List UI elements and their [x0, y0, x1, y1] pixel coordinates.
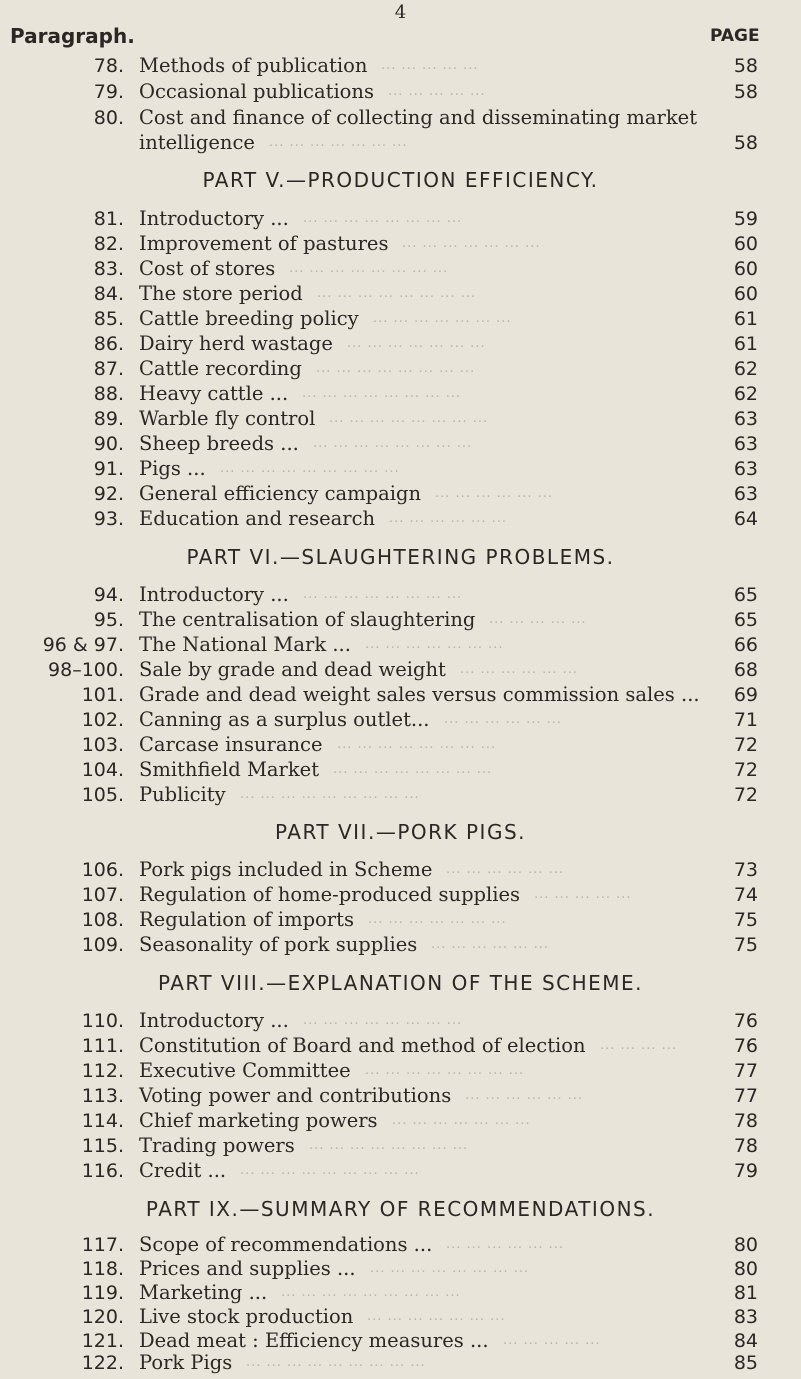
leader-dots: ... ... ... ... ... ... ... ... ... [240, 1163, 420, 1178]
paragraph-number: 88. [93, 383, 124, 405]
toc-entry [0, 607, 801, 633]
toc-entry [0, 907, 801, 933]
paragraph-number: 85. [93, 308, 124, 330]
paragraph-number: 81. [93, 208, 124, 230]
entry-title: Heavy cattle ... [139, 382, 289, 405]
toc-entry [0, 53, 801, 79]
toc-entry [0, 281, 801, 307]
leader-dots: ... ... ... ... ... ... ... ... ... [220, 461, 400, 476]
leader-dots: ... ... ... ... ... ... [446, 862, 565, 877]
paragraph-number: 117. [81, 1234, 124, 1256]
leader-dots: ... ... ... ... ... ... [460, 662, 579, 677]
paragraph-number: 119. [81, 1282, 124, 1304]
paragraph-number: 105. [81, 784, 124, 806]
toc-entry [0, 1108, 801, 1134]
leader-dots: ... ... ... ... ... ... ... [392, 1113, 531, 1128]
entry-title: Publicity [139, 783, 226, 806]
leader-dots: ... ... ... ... ... ... [435, 486, 554, 501]
paragraph-number: 111. [81, 1035, 124, 1057]
toc-entry [0, 506, 801, 532]
page-ref: 75 [733, 909, 758, 931]
paragraph-number: 78. [93, 55, 124, 77]
leader-dots: ... ... ... ... ... ... [444, 712, 563, 727]
paragraph-number: 95. [93, 609, 124, 631]
leader-dots: ... ... ... ... ... ... [389, 511, 508, 526]
entry-title: Cost of stores [139, 257, 276, 280]
entry-title: Pork Pigs [139, 1351, 233, 1374]
leader-dots: ... ... ... ... ... ... ... [365, 637, 504, 652]
paragraph-number: 102. [81, 709, 124, 731]
page-ref: 63 [733, 483, 758, 505]
entry-title: Methods of publication [139, 54, 368, 77]
page-ref: 73 [733, 859, 758, 881]
toc-entry [0, 1133, 801, 1159]
leader-dots: ... ... ... ... ... [388, 84, 486, 99]
page-ref: 83 [733, 1306, 758, 1328]
entry-title: Warble fly control [139, 407, 316, 430]
toc-entry [0, 1158, 801, 1184]
leader-dots: ... ... ... ... ... ... [465, 1088, 584, 1103]
toc-entry [0, 1033, 801, 1059]
entry-title: The centralisation of slaughtering [139, 608, 476, 631]
paragraph-number: 101. [81, 684, 124, 706]
entry-title: Dead meat : Efficiency measures ... [139, 1329, 489, 1352]
leader-dots: ... ... ... ... ... ... ... ... [289, 261, 449, 276]
entry-title: Credit ... [139, 1159, 227, 1182]
toc-entry [0, 882, 801, 908]
page-ref: 61 [733, 308, 758, 330]
page-ref: 78 [733, 1110, 758, 1132]
paragraph-number: 118. [81, 1258, 124, 1280]
entry-title: Seasonality of pork supplies [139, 933, 418, 956]
entry-title: Voting power and contributions [139, 1084, 452, 1107]
page-ref: 65 [733, 584, 758, 606]
page-ref: 61 [733, 333, 758, 355]
entry-title: The store period [139, 282, 303, 305]
toc-entry [0, 456, 801, 482]
toc-entry [0, 657, 801, 683]
part-heading: PART IX.—SUMMARY OF RECOMMENDATIONS. [145, 1197, 656, 1221]
page-ref: 65 [733, 609, 758, 631]
toc-entry [0, 105, 801, 131]
paragraph-number: 114. [81, 1110, 124, 1132]
paragraph-number: 82. [93, 233, 124, 255]
toc-entry [0, 1083, 801, 1109]
paragraph-number: 108. [81, 909, 124, 931]
entry-title: Executive Committee [139, 1059, 351, 1082]
page-ref: 72 [733, 734, 758, 756]
page-ref: 85 [733, 1352, 758, 1374]
leader-dots: ... ... ... ... ... ... ... ... [365, 1063, 525, 1078]
leader-dots: ... ... ... ... ... ... ... ... [302, 386, 462, 401]
entry-title: Prices and supplies ... [139, 1257, 356, 1280]
page-ref: 59 [733, 208, 758, 230]
part-heading: PART VI.—SLAUGHTERING PROBLEMS. [186, 545, 615, 569]
toc-entry [0, 1280, 801, 1306]
part-heading: PART VII.—PORK PIGS. [275, 820, 526, 844]
page-ref: 80 [733, 1258, 758, 1280]
leader-dots: ... ... ... ... ... ... ... [269, 135, 408, 150]
leader-dots: ... ... ... ... ... [503, 1333, 601, 1348]
page-ref: 81 [733, 1282, 758, 1304]
entry-title: Live stock production [139, 1305, 354, 1328]
entry-title: Carcase insurance [139, 733, 323, 756]
paragraph-number: 120. [81, 1306, 124, 1328]
leader-dots: ... ... ... ... ... ... ... [368, 912, 507, 927]
entry-title: Pork pigs included in Scheme [139, 858, 433, 881]
part-heading: PART V.—PRODUCTION EFFICIENCY. [202, 168, 599, 192]
paragraph-number: 104. [81, 759, 124, 781]
page-ref: 63 [733, 408, 758, 430]
page-ref: 63 [733, 458, 758, 480]
paragraph-number: 106. [81, 859, 124, 881]
leader-dots: ... ... ... ... ... ... ... ... [309, 1138, 469, 1153]
entry-title: Dairy herd wastage [139, 332, 333, 355]
toc-entry [0, 79, 801, 105]
leader-dots: ... ... ... ... ... ... ... [373, 311, 512, 326]
toc-entry [0, 231, 801, 257]
entry-title: Regulation of imports [139, 908, 354, 931]
page-ref: 71 [733, 709, 758, 731]
paragraph-number: 79. [93, 81, 124, 103]
entry-title: intelligence [139, 131, 255, 154]
toc-entry [0, 331, 801, 357]
entry-title: Constitution of Board and method of election [139, 1034, 586, 1057]
page-ref: 58 [733, 132, 758, 154]
entry-title: Sale by grade and dead weight [139, 658, 446, 681]
leader-dots: ... ... ... ... ... ... [431, 937, 550, 952]
leader-dots: ... ... ... ... ... ... ... ... [303, 211, 463, 226]
toc-entry [0, 632, 801, 658]
paragraph-number: 90. [93, 433, 124, 455]
leader-dots: ... ... ... ... [600, 1038, 677, 1053]
entry-title: Sheep breeds ... [139, 432, 299, 455]
leader-dots: ... ... ... ... ... [489, 612, 587, 627]
page-ref: 80 [733, 1234, 758, 1256]
page-column-header: PAGE [710, 26, 760, 46]
paragraph-number: 96 & 97. [42, 634, 124, 656]
paragraph-number: 109. [81, 934, 124, 956]
paragraph-number: 116. [81, 1160, 124, 1182]
leader-dots: ... ... ... ... ... ... ... ... [370, 1261, 530, 1276]
entry-title: Introductory ... [139, 583, 289, 606]
paragraph-number: 87. [93, 358, 124, 380]
paragraph-number: 103. [81, 734, 124, 756]
toc-entry [0, 1232, 801, 1258]
entry-title: Grade and dead weight sales versus commission sales ... [139, 683, 700, 706]
leader-dots: ... ... ... ... ... ... ... ... [329, 411, 489, 426]
toc-entry [0, 431, 801, 457]
leader-dots: ... ... ... ... ... ... ... ... [317, 286, 477, 301]
leader-dots: ... ... ... ... ... ... ... [347, 336, 486, 351]
entry-title: Occasional publications [139, 80, 374, 103]
entry-title: Trading powers [139, 1134, 295, 1157]
page-ref: 72 [733, 784, 758, 806]
toc-entry [0, 582, 801, 608]
leader-dots: ... ... ... ... ... ... [446, 1237, 565, 1252]
entry-title: Improvement of pastures [139, 232, 389, 255]
leader-dots: ... ... ... ... ... ... ... ... [316, 361, 476, 376]
paragraph-number: 93. [93, 508, 124, 530]
toc-entry [0, 732, 801, 758]
page-ref: 60 [733, 233, 758, 255]
toc-entry [0, 757, 801, 783]
entry-title: Smithfield Market [139, 758, 320, 781]
page-ref: 74 [733, 884, 758, 906]
entry-title: General efficiency campaign [139, 482, 422, 505]
paragraph-number: 110. [81, 1010, 124, 1032]
page-ref: 60 [733, 283, 758, 305]
paragraph-column-header: Paragraph. [10, 24, 135, 48]
page-ref: 62 [733, 383, 758, 405]
entry-title: Canning as a surplus outlet... [139, 708, 430, 731]
toc-entry [0, 1058, 801, 1084]
page-ref: 68 [733, 659, 758, 681]
leader-dots: ... ... ... ... ... ... ... ... [303, 587, 463, 602]
part-heading: PART VIII.—EXPLANATION OF THE SCHEME. [157, 971, 644, 995]
entry-title: Chief marketing powers [139, 1109, 378, 1132]
paragraph-number: 107. [81, 884, 124, 906]
page-ref: 58 [733, 55, 758, 77]
toc-entry [0, 256, 801, 282]
paragraph-number: 113. [81, 1085, 124, 1107]
entry-title: Education and research [139, 507, 376, 530]
paragraph-number: 84. [93, 283, 124, 305]
toc-entry [0, 481, 801, 507]
page-ref: 60 [733, 258, 758, 280]
leader-dots: ... ... ... ... ... ... ... ... ... [240, 787, 420, 802]
paragraph-number: 121. [81, 1330, 124, 1352]
leader-dots: ... ... ... ... ... ... ... ... [313, 436, 473, 451]
page-ref: 63 [733, 433, 758, 455]
entry-title: Scope of recommendations ... [139, 1233, 433, 1256]
leader-dots: ... ... ... ... ... ... ... ... [303, 1013, 463, 1028]
toc-entry [0, 782, 801, 808]
toc-entry [0, 707, 801, 733]
paragraph-number: 98–100. [48, 659, 124, 681]
page-ref: 75 [733, 934, 758, 956]
toc-entry [0, 682, 801, 708]
paragraph-number: 83. [93, 258, 124, 280]
page-ref: 76 [733, 1035, 758, 1057]
leader-dots: ... ... ... ... ... ... ... ... ... [281, 1285, 461, 1300]
page-ref: 58 [733, 81, 758, 103]
entry-title: Introductory ... [139, 1009, 289, 1032]
toc-entry [0, 1256, 801, 1282]
toc-entry [0, 1008, 801, 1034]
entry-title: Cattle recording [139, 357, 302, 380]
entry-title: Introductory ... [139, 207, 289, 230]
page-ref: 62 [733, 358, 758, 380]
toc-entry [0, 406, 801, 432]
entry-title: Marketing ... [139, 1281, 268, 1304]
page-ref: 64 [733, 508, 758, 530]
paragraph-number: 122. [81, 1352, 124, 1374]
paragraph-number: 94. [93, 584, 124, 606]
leader-dots: ... ... ... ... ... ... ... [402, 236, 541, 251]
toc-entry [0, 381, 801, 407]
page-ref: 66 [733, 634, 758, 656]
paragraph-number: 91. [93, 458, 124, 480]
paragraph-number: 115. [81, 1135, 124, 1157]
paragraph-number: 112. [81, 1060, 124, 1082]
leader-dots: ... ... ... ... ... ... ... ... ... [246, 1355, 426, 1370]
leader-dots: ... ... ... ... ... ... ... ... [333, 762, 493, 777]
toc-entry [0, 1304, 801, 1330]
toc-entry [0, 1350, 801, 1376]
toc-entry [0, 306, 801, 332]
paragraph-number: 80. [93, 107, 124, 129]
entry-title: Regulation of home-produced supplies [139, 883, 521, 906]
page-ref: 76 [733, 1010, 758, 1032]
page-ref: 77 [733, 1085, 758, 1107]
leader-dots: ... ... ... ... ... [534, 887, 632, 902]
toc-entry [0, 130, 801, 156]
leader-dots: ... ... ... ... ... [381, 58, 479, 73]
entry-title: Pigs ... [139, 457, 206, 480]
entry-title: Cost and finance of collecting and disseminating market [139, 106, 698, 129]
paragraph-number: 89. [93, 408, 124, 430]
entry-title: The National Mark ... [139, 633, 351, 656]
leader-dots: ... ... ... ... ... ... ... [367, 1309, 506, 1324]
paragraph-number: 92. [93, 483, 124, 505]
entry-title: Cattle breeding policy [139, 307, 359, 330]
leader-dots: ... ... ... ... ... ... ... ... [337, 737, 497, 752]
page-ref: 84 [733, 1330, 758, 1352]
page-ref: 69 [733, 684, 758, 706]
toc-entry [0, 356, 801, 382]
page-ref: 72 [733, 759, 758, 781]
page-ref: 79 [733, 1160, 758, 1182]
paragraph-number: 86. [93, 333, 124, 355]
toc-entry [0, 932, 801, 958]
page-number: 4 [394, 2, 407, 23]
page-ref: 77 [733, 1060, 758, 1082]
toc-entry [0, 857, 801, 883]
toc-entry [0, 206, 801, 232]
page-ref: 78 [733, 1135, 758, 1157]
